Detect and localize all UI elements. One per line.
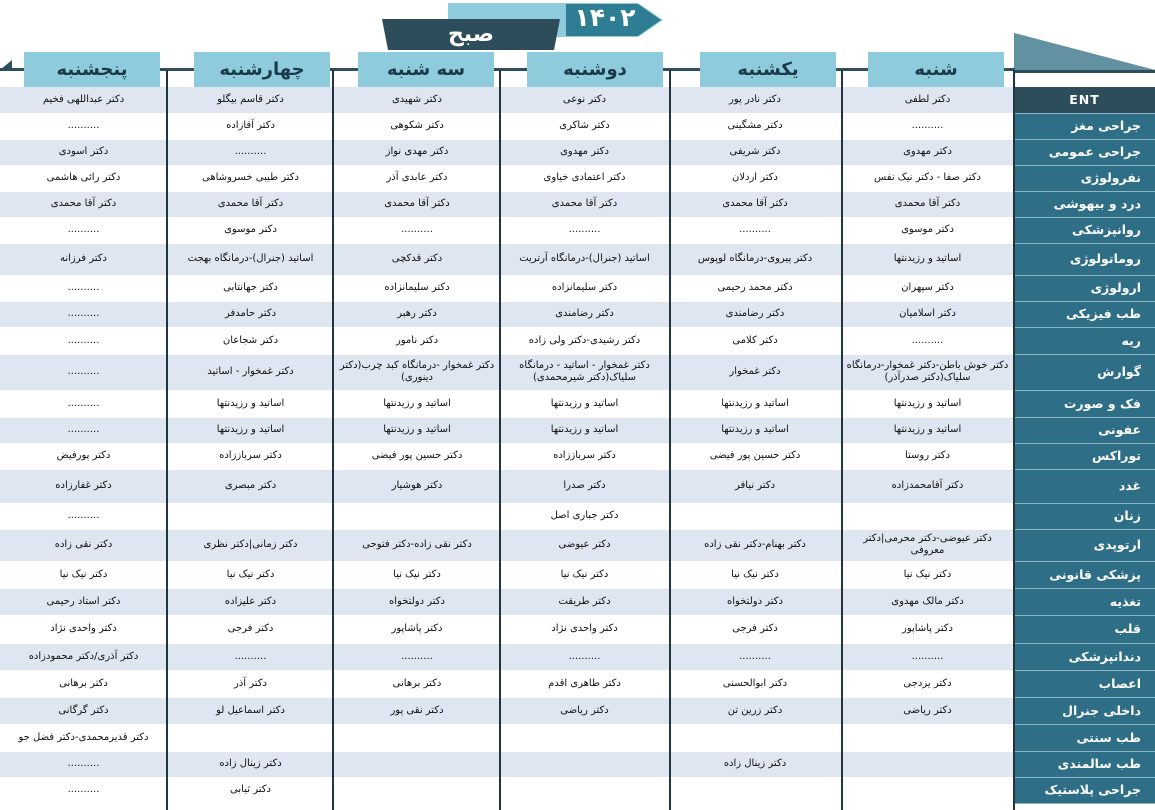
schedule-cell: ..........: [0, 301, 167, 327]
schedule-cell: دکتر استاد رحیمی: [0, 588, 167, 615]
specialty-label: ارولوژی: [1014, 275, 1155, 301]
schedule-cell: ..........: [0, 217, 167, 243]
schedule-cell: دکتر اسودی: [0, 139, 167, 165]
schedule-cell: دکتر زینال زاده: [167, 751, 334, 777]
table-row: [0, 275, 1155, 301]
schedule-cell: دکتر نقی زاده: [0, 529, 167, 561]
schedule-cell: ..........: [0, 113, 167, 139]
specialty-label: طب فیزیکی: [1014, 301, 1155, 327]
schedule-cell: اساتید و رزیدنتها: [669, 390, 841, 417]
table-row: [0, 615, 1155, 643]
schedule-cell: اساتید و رزیدنتها: [841, 417, 1014, 443]
schedule-cell: [841, 724, 1014, 751]
schedule-cell: دکتر غمخوار -درمانگاه کبد چرب(دکتر دینوری): [334, 354, 500, 390]
corner-decoration: [1014, 33, 1155, 73]
schedule-cell: [167, 503, 334, 529]
schedule-cell: دکتر عیوضی: [500, 529, 669, 561]
schedule-cell: دکتر طیبی خسروشاهی: [167, 165, 334, 191]
schedule-cell: [334, 503, 500, 529]
schedule-cell: دکتر قدیرمحمدی-دکتر فضل جو: [0, 724, 167, 751]
schedule-cell: دکتر ریاضی: [841, 697, 1014, 724]
specialty-label: پزشکی قانونی: [1014, 561, 1155, 588]
schedule-cell: دکتر اردلان: [669, 165, 841, 191]
day-header-saturday: شنبه: [868, 52, 1004, 87]
schedule-cell: اساتید (جنرال)-درمانگاه بهجت: [167, 243, 334, 275]
schedule-cell: [841, 777, 1014, 803]
table-row: [0, 139, 1155, 165]
schedule-cell: دکتر لطفی: [841, 87, 1014, 113]
schedule-cell: ..........: [0, 354, 167, 390]
day-header-wednesday: چهارشنبه: [194, 52, 330, 87]
schedule-cell: دکتر آقا محمدی: [167, 191, 334, 217]
schedule-cell: اساتید و رزیدنتها: [669, 417, 841, 443]
specialty-label: جراحی عمومی: [1014, 139, 1155, 165]
schedule-cell: دکتر واحدی نژاد: [0, 615, 167, 643]
schedule-cell: دکتر غمخوار - اساتید: [167, 354, 334, 390]
specialty-label: جراحی مغز: [1014, 113, 1155, 139]
schedule-cell: [841, 751, 1014, 777]
schedule-cell: ..........: [0, 390, 167, 417]
schedule-cell: [841, 503, 1014, 529]
left-decoration: [0, 60, 12, 74]
specialty-label: ارتوپدی: [1014, 529, 1155, 561]
schedule-cell: اساتید و رزیدنتها: [500, 390, 669, 417]
specialty-label: گوارش: [1014, 354, 1155, 390]
schedule-cell: دکتر شهیدی: [334, 87, 500, 113]
schedule-cell: دکتر رائی هاشمی: [0, 165, 167, 191]
specialty-label: دندانپزشکی: [1014, 643, 1155, 670]
table-row: [0, 417, 1155, 443]
schedule-cell: دکتر آقا محمدی: [0, 191, 167, 217]
schedule-cell: دکتر برهانی: [334, 670, 500, 697]
schedule-cell: دکتر یزدجی: [841, 670, 1014, 697]
schedule-cell: [167, 724, 334, 751]
schedule-cell: ..........: [0, 503, 167, 529]
schedule-cell: دکتر قدکچی: [334, 243, 500, 275]
table-row: [0, 191, 1155, 217]
schedule-cell: [500, 751, 669, 777]
table-row: [0, 469, 1155, 503]
schedule-cell: ..........: [669, 643, 841, 670]
schedule-cell: [500, 777, 669, 803]
schedule-cell: دکتر نیک نیا: [669, 561, 841, 588]
schedule-cell: دکتر فرجی: [669, 615, 841, 643]
schedule-cell: دکتر موسوی: [841, 217, 1014, 243]
schedule-cell: اساتید و رزیدنتها: [500, 417, 669, 443]
schedule-cell: دکتر شکوهی: [334, 113, 500, 139]
schedule-cell: دکتر عابدی آذر: [334, 165, 500, 191]
schedule-cell: دکتر اسماعیل لو: [167, 697, 334, 724]
schedule-cell: دکتر نقی پور: [334, 697, 500, 724]
schedule-cell: دکتر طریقت: [500, 588, 669, 615]
schedule-cell: ..........: [167, 139, 334, 165]
schedule-cell: اساتید و رزیدنتها: [841, 243, 1014, 275]
specialty-label: توراکس: [1014, 443, 1155, 469]
year-label: ۱۴۰۲: [574, 3, 636, 32]
schedule-cell: ..........: [334, 643, 500, 670]
schedule-cell: دکتر بهنام-دکتر نقی زاده: [669, 529, 841, 561]
column-divider: [1013, 70, 1015, 810]
table-row: [0, 777, 1155, 803]
specialty-label: عفونی: [1014, 417, 1155, 443]
day-header-monday: دوشنبه: [527, 52, 663, 87]
schedule-cell: دکتر مهدی نواز: [334, 139, 500, 165]
specialty-label: درد و بیهوشی: [1014, 191, 1155, 217]
column-divider: [332, 70, 334, 810]
schedule-cell: دکتر نیک نیا: [500, 561, 669, 588]
schedule-cell: دکتر نادر پور: [669, 87, 841, 113]
schedule-table: [0, 87, 1155, 804]
schedule-cell: ..........: [167, 643, 334, 670]
schedule-cell: دکتر عبداللهی فخیم: [0, 87, 167, 113]
table-row: [0, 243, 1155, 275]
schedule-cell: دکتر نیک نیا: [167, 561, 334, 588]
schedule-cell: دکتر برهانی: [0, 670, 167, 697]
schedule-cell: دکتر گرگانی: [0, 697, 167, 724]
schedule-cell: دکتر نامور: [334, 327, 500, 354]
schedule-cell: دکتر آقا محمدی: [334, 191, 500, 217]
schedule-cell: دکتر رضامندی: [500, 301, 669, 327]
schedule-cell: [334, 724, 500, 751]
schedule-cell: ..........: [841, 643, 1014, 670]
schedule-cell: دکتر شاکری: [500, 113, 669, 139]
schedule-cell: ..........: [500, 643, 669, 670]
schedule-cell: ..........: [0, 777, 167, 803]
schedule-cell: دکتر سرباززاده: [500, 443, 669, 469]
column-divider: [166, 70, 168, 810]
day-header-tuesday: سه شنبه: [358, 52, 494, 87]
table-row: [0, 670, 1155, 697]
table-row: [0, 529, 1155, 561]
schedule-cell: ..........: [334, 217, 500, 243]
schedule-cell: دکتر نیک نیا: [0, 561, 167, 588]
table-row: [0, 643, 1155, 670]
schedule-cell: دکتر ثیابی: [167, 777, 334, 803]
specialty-label: تغذیه: [1014, 588, 1155, 615]
schedule-cell: دکتر فرزانه: [0, 243, 167, 275]
schedule-cell: دکتر حسین پور فیضی: [669, 443, 841, 469]
schedule-cell: دکتر ریاضی: [500, 697, 669, 724]
schedule-cell: دکتر جهانتابی: [167, 275, 334, 301]
schedule-cell: دکتر زمانی|دکتر نظری: [167, 529, 334, 561]
schedule-cell: دکتر شجاعان: [167, 327, 334, 354]
schedule-cell: دکتر آقا محمدی: [669, 191, 841, 217]
schedule-cell: دکتر پاشاپور: [334, 615, 500, 643]
schedule-cell: ..........: [841, 113, 1014, 139]
schedule-cell: دکتر طاهری اقدم: [500, 670, 669, 697]
schedule-cell: دکتر مالک مهدوی: [841, 588, 1014, 615]
schedule-cell: دکتر غمخوار - اساتید - درمانگاه سلیاک(دکتر شیرمحمدی): [500, 354, 669, 390]
day-header-thursday: پنجشنبه: [24, 52, 160, 87]
schedule-cell: دکتر سلیمانزاده: [500, 275, 669, 301]
schedule-cell: اساتید (جنرال)-درمانگاه آرتریت: [500, 243, 669, 275]
schedule-cell: دکتر حسین پور فیضی: [334, 443, 500, 469]
schedule-cell: دکتر رهبر: [334, 301, 500, 327]
schedule-cell: [334, 751, 500, 777]
schedule-cell: ..........: [0, 751, 167, 777]
schedule-cell: دکتر زینال زاده: [669, 751, 841, 777]
specialty-label: جراحی پلاستیک: [1014, 777, 1155, 803]
schedule-cell: دکتر مبصری: [167, 469, 334, 503]
table-row: [0, 165, 1155, 191]
schedule-cell: دکتر سرباززاده: [167, 443, 334, 469]
schedule-cell: دکتر اسلامیان: [841, 301, 1014, 327]
schedule-cell: دکتر سلیمانزاده: [334, 275, 500, 301]
schedule-cell: ..........: [669, 217, 841, 243]
schedule-cell: دکتر آقازاده: [167, 113, 334, 139]
schedule-cell: دکتر قاسم بیگلو: [167, 87, 334, 113]
table-row: [0, 217, 1155, 243]
schedule-cell: دکتر رضامندی: [669, 301, 841, 327]
schedule-cell: دکتر شریفی: [669, 139, 841, 165]
shift-label: صبح: [447, 22, 495, 47]
schedule-cell: دکتر نیافر: [669, 469, 841, 503]
table-row: [0, 751, 1155, 777]
specialty-label: نفرولوژی: [1014, 165, 1155, 191]
schedule-cell: دکتر علیزاده: [167, 588, 334, 615]
schedule-cell: دکتر آقامحمدزاده: [841, 469, 1014, 503]
schedule-cell: دکتر موسوی: [167, 217, 334, 243]
specialty-label: قلب: [1014, 615, 1155, 643]
table-row: [0, 697, 1155, 724]
table-row: [0, 561, 1155, 588]
schedule-cell: دکتر روستا: [841, 443, 1014, 469]
table-row: [0, 588, 1155, 615]
schedule-cell: دکتر ابوالحسنی: [669, 670, 841, 697]
schedule-cell: دکتر غمخوار: [669, 354, 841, 390]
schedule-cell: دکتر آذری/دکتر محمودزاده: [0, 643, 167, 670]
schedule-cell: دکتر نوعی: [500, 87, 669, 113]
table-row: [0, 724, 1155, 751]
schedule-cell: دکتر دولتخواه: [334, 588, 500, 615]
schedule-cell: دکتر پاشاپور: [841, 615, 1014, 643]
specialty-label: روماتولوژی: [1014, 243, 1155, 275]
schedule-cell: دکتر پیروی-درمانگاه لوپوس: [669, 243, 841, 275]
schedule-cell: دکتر دولتخواه: [669, 588, 841, 615]
schedule-cell: اساتید و رزیدنتها: [841, 390, 1014, 417]
schedule-cell: دکتر مهدوی: [841, 139, 1014, 165]
specialty-label: فک و صورت: [1014, 390, 1155, 417]
specialty-label: زنان: [1014, 503, 1155, 529]
schedule-cell: ..........: [0, 327, 167, 354]
schedule-cell: ..........: [841, 327, 1014, 354]
specialty-label: روانپزشکی: [1014, 217, 1155, 243]
specialty-label: طب سالمندی: [1014, 751, 1155, 777]
schedule-cell: دکتر پورفیض: [0, 443, 167, 469]
schedule-cell: [334, 777, 500, 803]
schedule-cell: دکتر زرین تن: [669, 697, 841, 724]
schedule-cell: [669, 503, 841, 529]
schedule-cell: ..........: [500, 217, 669, 243]
schedule-cell: دکتر آقا محمدی: [841, 191, 1014, 217]
specialty-label: اعصاب: [1014, 670, 1155, 697]
schedule-cell: دکتر اعتمادی خیاوی: [500, 165, 669, 191]
schedule-cell: دکتر محمد رحیمی: [669, 275, 841, 301]
schedule-cell: دکتر صفا - دکتر نیک نفس: [841, 165, 1014, 191]
schedule-cell: [669, 777, 841, 803]
schedule-cell: دکتر نیک نیا: [334, 561, 500, 588]
schedule-cell: دکتر کلامی: [669, 327, 841, 354]
schedule-cell: اساتید و رزیدنتها: [334, 417, 500, 443]
schedule-cell: دکتر جباری اصل: [500, 503, 669, 529]
specialty-label: ENT: [1014, 87, 1155, 113]
schedule-cell: دکتر سپهران: [841, 275, 1014, 301]
schedule-cell: دکتر خوش باطن-دکتر غمخوار-درمانگاه سلیاک(دکتر صدرآذر): [841, 354, 1014, 390]
table-row: [0, 327, 1155, 354]
schedule-cell: دکتر نیک نیا: [841, 561, 1014, 588]
column-divider: [841, 70, 843, 810]
schedule-cell: دکتر رشیدی-دکتر ولی زاده: [500, 327, 669, 354]
schedule-cell: [500, 724, 669, 751]
schedule-cell: اساتید و رزیدنتها: [334, 390, 500, 417]
column-divider: [669, 70, 671, 810]
schedule-cell: دکتر آقا محمدی: [500, 191, 669, 217]
schedule-cell: دکتر فرجی: [167, 615, 334, 643]
specialty-label: داخلی جنرال: [1014, 697, 1155, 724]
schedule-cell: اساتید و رزیدنتها: [167, 390, 334, 417]
day-header-sunday: یکشنبه: [700, 52, 836, 87]
table-row: [0, 503, 1155, 529]
schedule-cell: ..........: [0, 275, 167, 301]
specialty-label: طب سنتی: [1014, 724, 1155, 751]
table-row: [0, 301, 1155, 327]
schedule-cell: دکتر عیوضی-دکتر محرمی|دکتر معروفی: [841, 529, 1014, 561]
schedule-cell: دکتر مهدوی: [500, 139, 669, 165]
schedule-cell: دکتر هوشیار: [334, 469, 500, 503]
table-row: [0, 443, 1155, 469]
table-row: [0, 113, 1155, 139]
schedule-cell: دکتر غفارزاده: [0, 469, 167, 503]
schedule-cell: دکتر مشگینی: [669, 113, 841, 139]
table-row: [0, 390, 1155, 417]
column-divider: [499, 70, 501, 810]
schedule-cell: دکتر نقی زاده-دکتر فتوحی: [334, 529, 500, 561]
schedule-cell: [669, 724, 841, 751]
schedule-cell: ..........: [0, 417, 167, 443]
specialty-label: غدد: [1014, 469, 1155, 503]
specialty-label: ریه: [1014, 327, 1155, 354]
schedule-cell: دکتر آذر: [167, 670, 334, 697]
schedule-cell: دکتر صدرا: [500, 469, 669, 503]
schedule-cell: اساتید و رزیدنتها: [167, 417, 334, 443]
schedule-cell: دکتر حامدفر: [167, 301, 334, 327]
schedule-cell: دکتر واحدی نژاد: [500, 615, 669, 643]
table-row: [0, 354, 1155, 390]
table-row: [0, 87, 1155, 113]
